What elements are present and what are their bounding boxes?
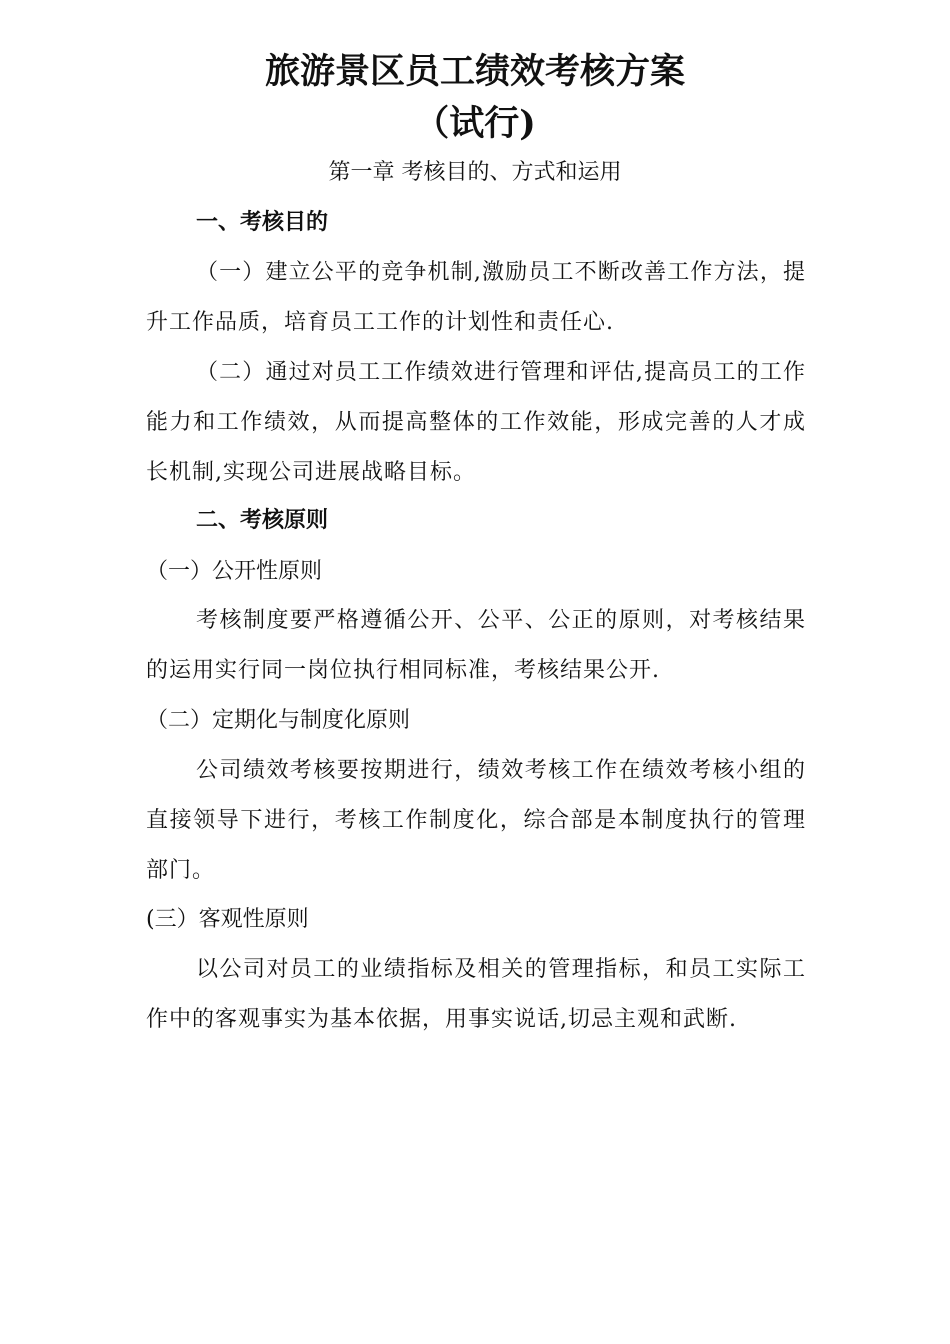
paragraph-objectivity: 以公司对员工的业绩指标及相关的管理指标，和员工实际工作中的客观事实为基本依据，用事实说话,切忌主观和武断.: [146, 957, 806, 1032]
section-heading-purpose: 一、考核目的: [196, 210, 329, 235]
principle-label-openness: （一）公开性原则: [146, 559, 323, 584]
section-heading-principles: 二、考核原则: [196, 508, 329, 533]
principle-label-objectivity: (三）客观性原则: [146, 907, 309, 932]
paragraph-purpose-1: （一）建立公平的竞争机制,激励员工不断改善工作方法，提升工作品质，培育员工工作的计划性和责任心.: [146, 260, 806, 335]
document-title: 旅游景区员工绩效考核方案: [264, 51, 685, 92]
document-subtitle: （试行): [414, 103, 536, 144]
principle-label-regularity: （二）定期化与制度化原则: [146, 708, 411, 733]
paragraph-regularity: 公司绩效考核要按期进行，绩效考核工作在绩效考核小组的直接领导下进行，考核工作制度化，综合部是本制度执行的管理部门。: [146, 758, 806, 883]
paragraph-purpose-2: （二）通过对员工工作绩效进行管理和评估,提高员工的工作能力和工作绩效，从而提高整体的工作效能，形成完善的人才成长机制,实现公司进展战略目标。: [146, 360, 806, 485]
chapter-heading: 第一章 考核目的、方式和运用: [328, 160, 622, 185]
paragraph-openness: 考核制度要严格遵循公开、公平、公正的原则，对考核结果的运用实行同一岗位执行相同标准，考核结果公开.: [146, 608, 806, 683]
